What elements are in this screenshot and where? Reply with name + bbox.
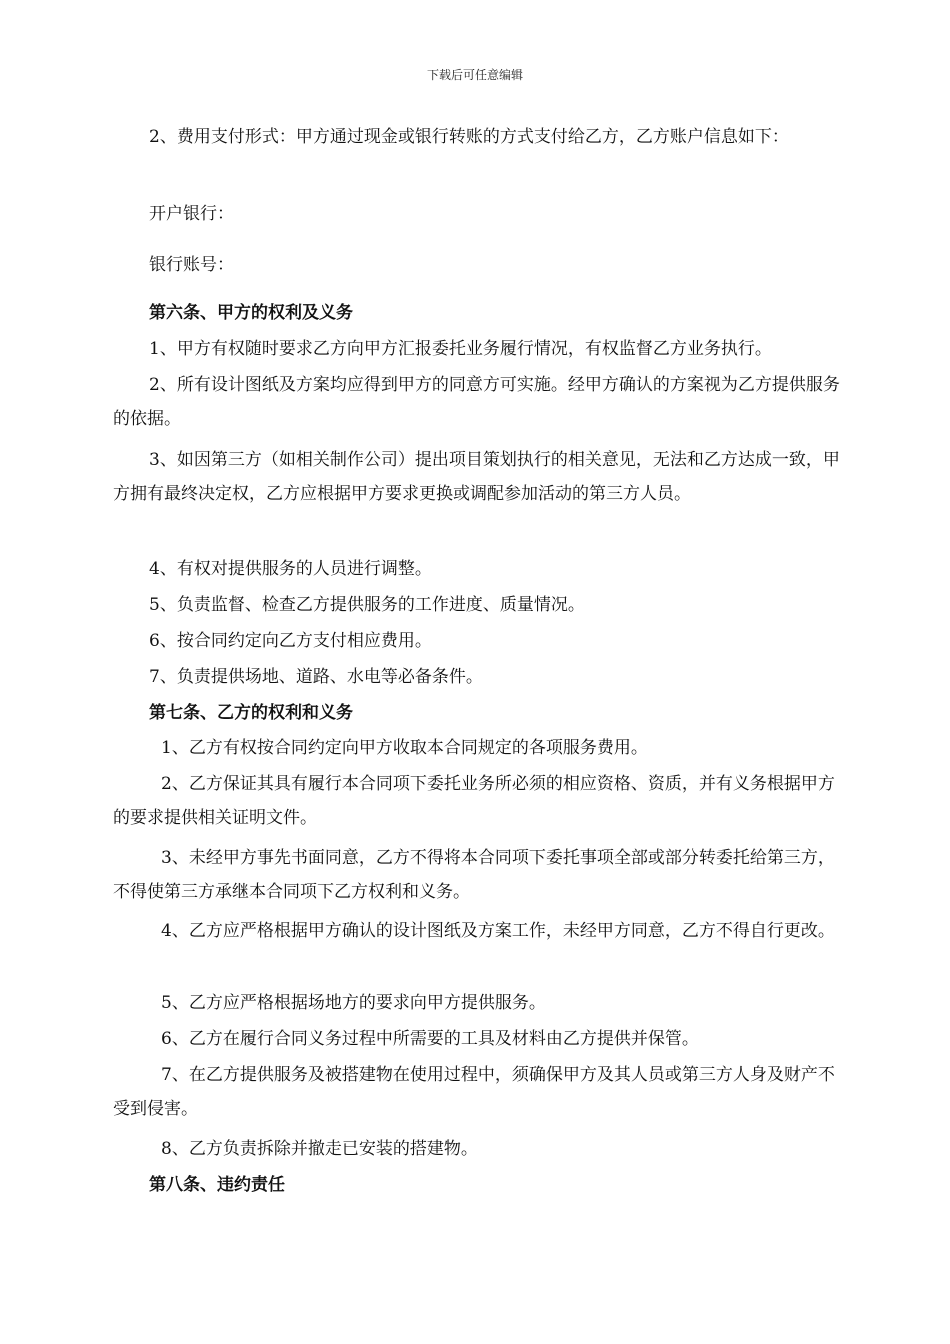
article-7-heading: 第七条、乙方的权利和义务 (149, 703, 353, 723)
article-6-item-7: 7、负责提供场地、道路、水电等必备条件。 (149, 667, 483, 687)
bank-account-line: 银行账号： (149, 255, 234, 275)
article-7-item-1: 1、乙方有权按合同约定向甲方收取本合同规定的各项服务费用。 (161, 738, 648, 758)
bank-name-line: 开户银行： (149, 204, 234, 224)
article-7-item-8: 8、乙方负责拆除并撤走已安装的搭建物。 (161, 1139, 478, 1159)
article-6-item-3: 3、如因第三方（如相关制作公司）提出项目策划执行的相关意见，无法和乙方达成一致，甲方拥有最终决定权，乙方应根据甲方要求更换或调配参加活动的第三方人员。 (113, 450, 840, 504)
article-7-item-2: 2、乙方保证其具有履行本合同项下委托业务所必须的相应资格、资质，并有义务根据甲方的要求提供相关证明文件。 (113, 774, 835, 828)
article-7-item-6: 6、乙方在履行合同义务过程中所需要的工具及材料由乙方提供并保管。 (161, 1029, 699, 1049)
page-header: 下载后可任意编辑 (426, 68, 523, 82)
article-7-item-5: 5、乙方应严格根据场地方的要求向甲方提供服务。 (161, 993, 546, 1013)
article-6-item-4: 4、有权对提供服务的人员进行调整。 (149, 559, 432, 579)
payment-method-paragraph: 2、费用支付形式：甲方通过现金或银行转账的方式支付给乙方，乙方账户信息如下： (149, 127, 789, 147)
article-8-heading: 第八条、违约责任 (149, 1175, 285, 1195)
article-6-heading: 第六条、甲方的权利及义务 (149, 303, 353, 323)
article-7-item-4: 4、乙方应严格根据甲方确认的设计图纸及方案工作，未经甲方同意，乙方不得自行更改。 (161, 921, 835, 941)
article-6-item-1: 1、甲方有权随时要求乙方向甲方汇报委托业务履行情况，有权监督乙方业务执行。 (149, 339, 772, 359)
article-6-item-2: 2、所有设计图纸及方案均应得到甲方的同意方可实施。经甲方确认的方案视为乙方提供服务的依据。 (113, 375, 840, 429)
article-7-item-7: 7、在乙方提供服务及被搭建物在使用过程中，须确保甲方及其人员或第三方人身及财产不受到侵害。 (113, 1065, 835, 1119)
article-6-item-6: 6、按合同约定向乙方支付相应费用。 (149, 631, 432, 651)
article-7-item-3: 3、未经甲方事先书面同意，乙方不得将本合同项下委托事项全部或部分转委托给第三方，不得使第三方承继本合同项下乙方权利和义务。 (113, 848, 835, 902)
article-6-item-5: 5、负责监督、检查乙方提供服务的工作进度、质量情况。 (149, 595, 585, 615)
